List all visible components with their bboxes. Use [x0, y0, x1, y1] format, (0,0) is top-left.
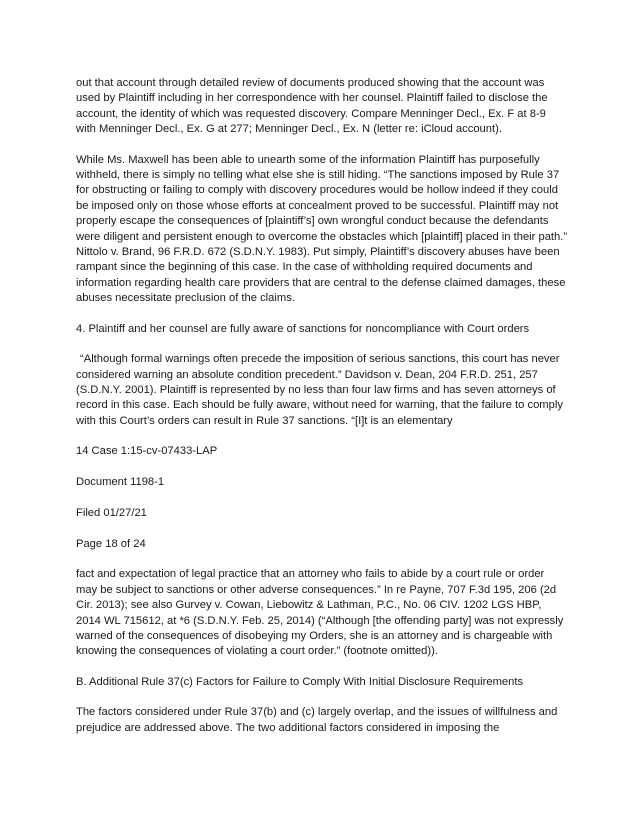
page-number-line: Page 18 of 24	[76, 537, 146, 550]
paragraph-concealment: While Ms. Maxwell has been able to unearth some of the information Plaintiff has purposefully withheld, there is simply no telling what else she is still hiding. “The sanctions imposed by Rule 37 for obstructing or failing to comply with discovery procedures would be hollow indeed if they could be imposed only on those whose efforts at concealment proved to be successful. Plaintiff may not properly escape the consequences of [plaintiff’s] own wrongful conduct because the defendants were diligent and persistent enough to overcome the obstacles which [plaintiff] placed in their path.” Nittolo v. Brand, 96 F.R.D. 672 (S.D.N.Y. 1983). Put simply, Plaintiff’s discovery abuses have been rampant since the beginning of this case. In the case of withholding required documents and information regarding health care providers that are central to the defense claimed damages, these abuses necessitate preclusion of the claims.	[76, 153, 568, 305]
paragraph-icloud-account: out that account through detailed review of documents produced showing that the account was used by Plaintiff including in her correspondence with her counsel. Plaintiff failed to disclose the account, the identity of which was requested discovery. Compare Menninger Decl., Ex. F at 8-9 with Menninger Decl., Ex. G at 277; Menninger Decl., Ex. N (letter re: iCloud account).	[76, 77, 548, 136]
document-number-line: Document 1198-1	[76, 475, 165, 488]
section-heading-4: 4. Plaintiff and her counsel are fully aware of sanctions for noncompliance with Court orders	[76, 322, 530, 335]
paragraph-legal-practice: fact and expectation of legal practice that an attorney who fails to abide by a court rule or order may be subject to sanctions or other adverse consequences.” In re Payne, 707 F.3d 195, 206 (2d Cir. 2013); see also Gurvey v. Cowan, Liebowitz & Lathman, P.C., No. 06 CIV. 1202 LGS HBP, 2014 WL 715612, at *6 (S.D.N.Y. Feb. 25, 2014) (“Although [the offending party] was not expressly warned of the consequences of disobeying my Orders, she is an attorney and is chargeable with knowing the consequences of violating a court order.” (footnote omitted)).	[76, 568, 564, 658]
paragraph-warnings: “Although formal warnings often precede the imposition of serious sanctions, this court has never considered warning an absolute condition precedent.” Davidson v. Dean, 204 F.R.D. 251, 257 (S.D.N.Y. 2001). Plaintiff is represented by no less than four law firms and has seven attorneys of record in this case. Each should be fully aware, without need for warning, that the failure to comply with this Court’s orders can result in Rule 37 sanctions. “[I]t is an elementary	[76, 353, 563, 427]
document-body	[76, 76, 568, 751]
case-number-line: 14 Case 1:15-cv-07433-LAP	[76, 445, 218, 458]
section-heading-b: B. Additional Rule 37(c) Factors for Failure to Comply With Initial Disclosure Requirements	[76, 675, 524, 688]
filed-date-line: Filed 01/27/21	[76, 506, 147, 519]
paragraph-rule-37-factors: The factors considered under Rule 37(b) and (c) largely overlap, and the issues of willfulness and prejudice are addressed above. The two additional factors considered in imposing the	[76, 706, 558, 734]
